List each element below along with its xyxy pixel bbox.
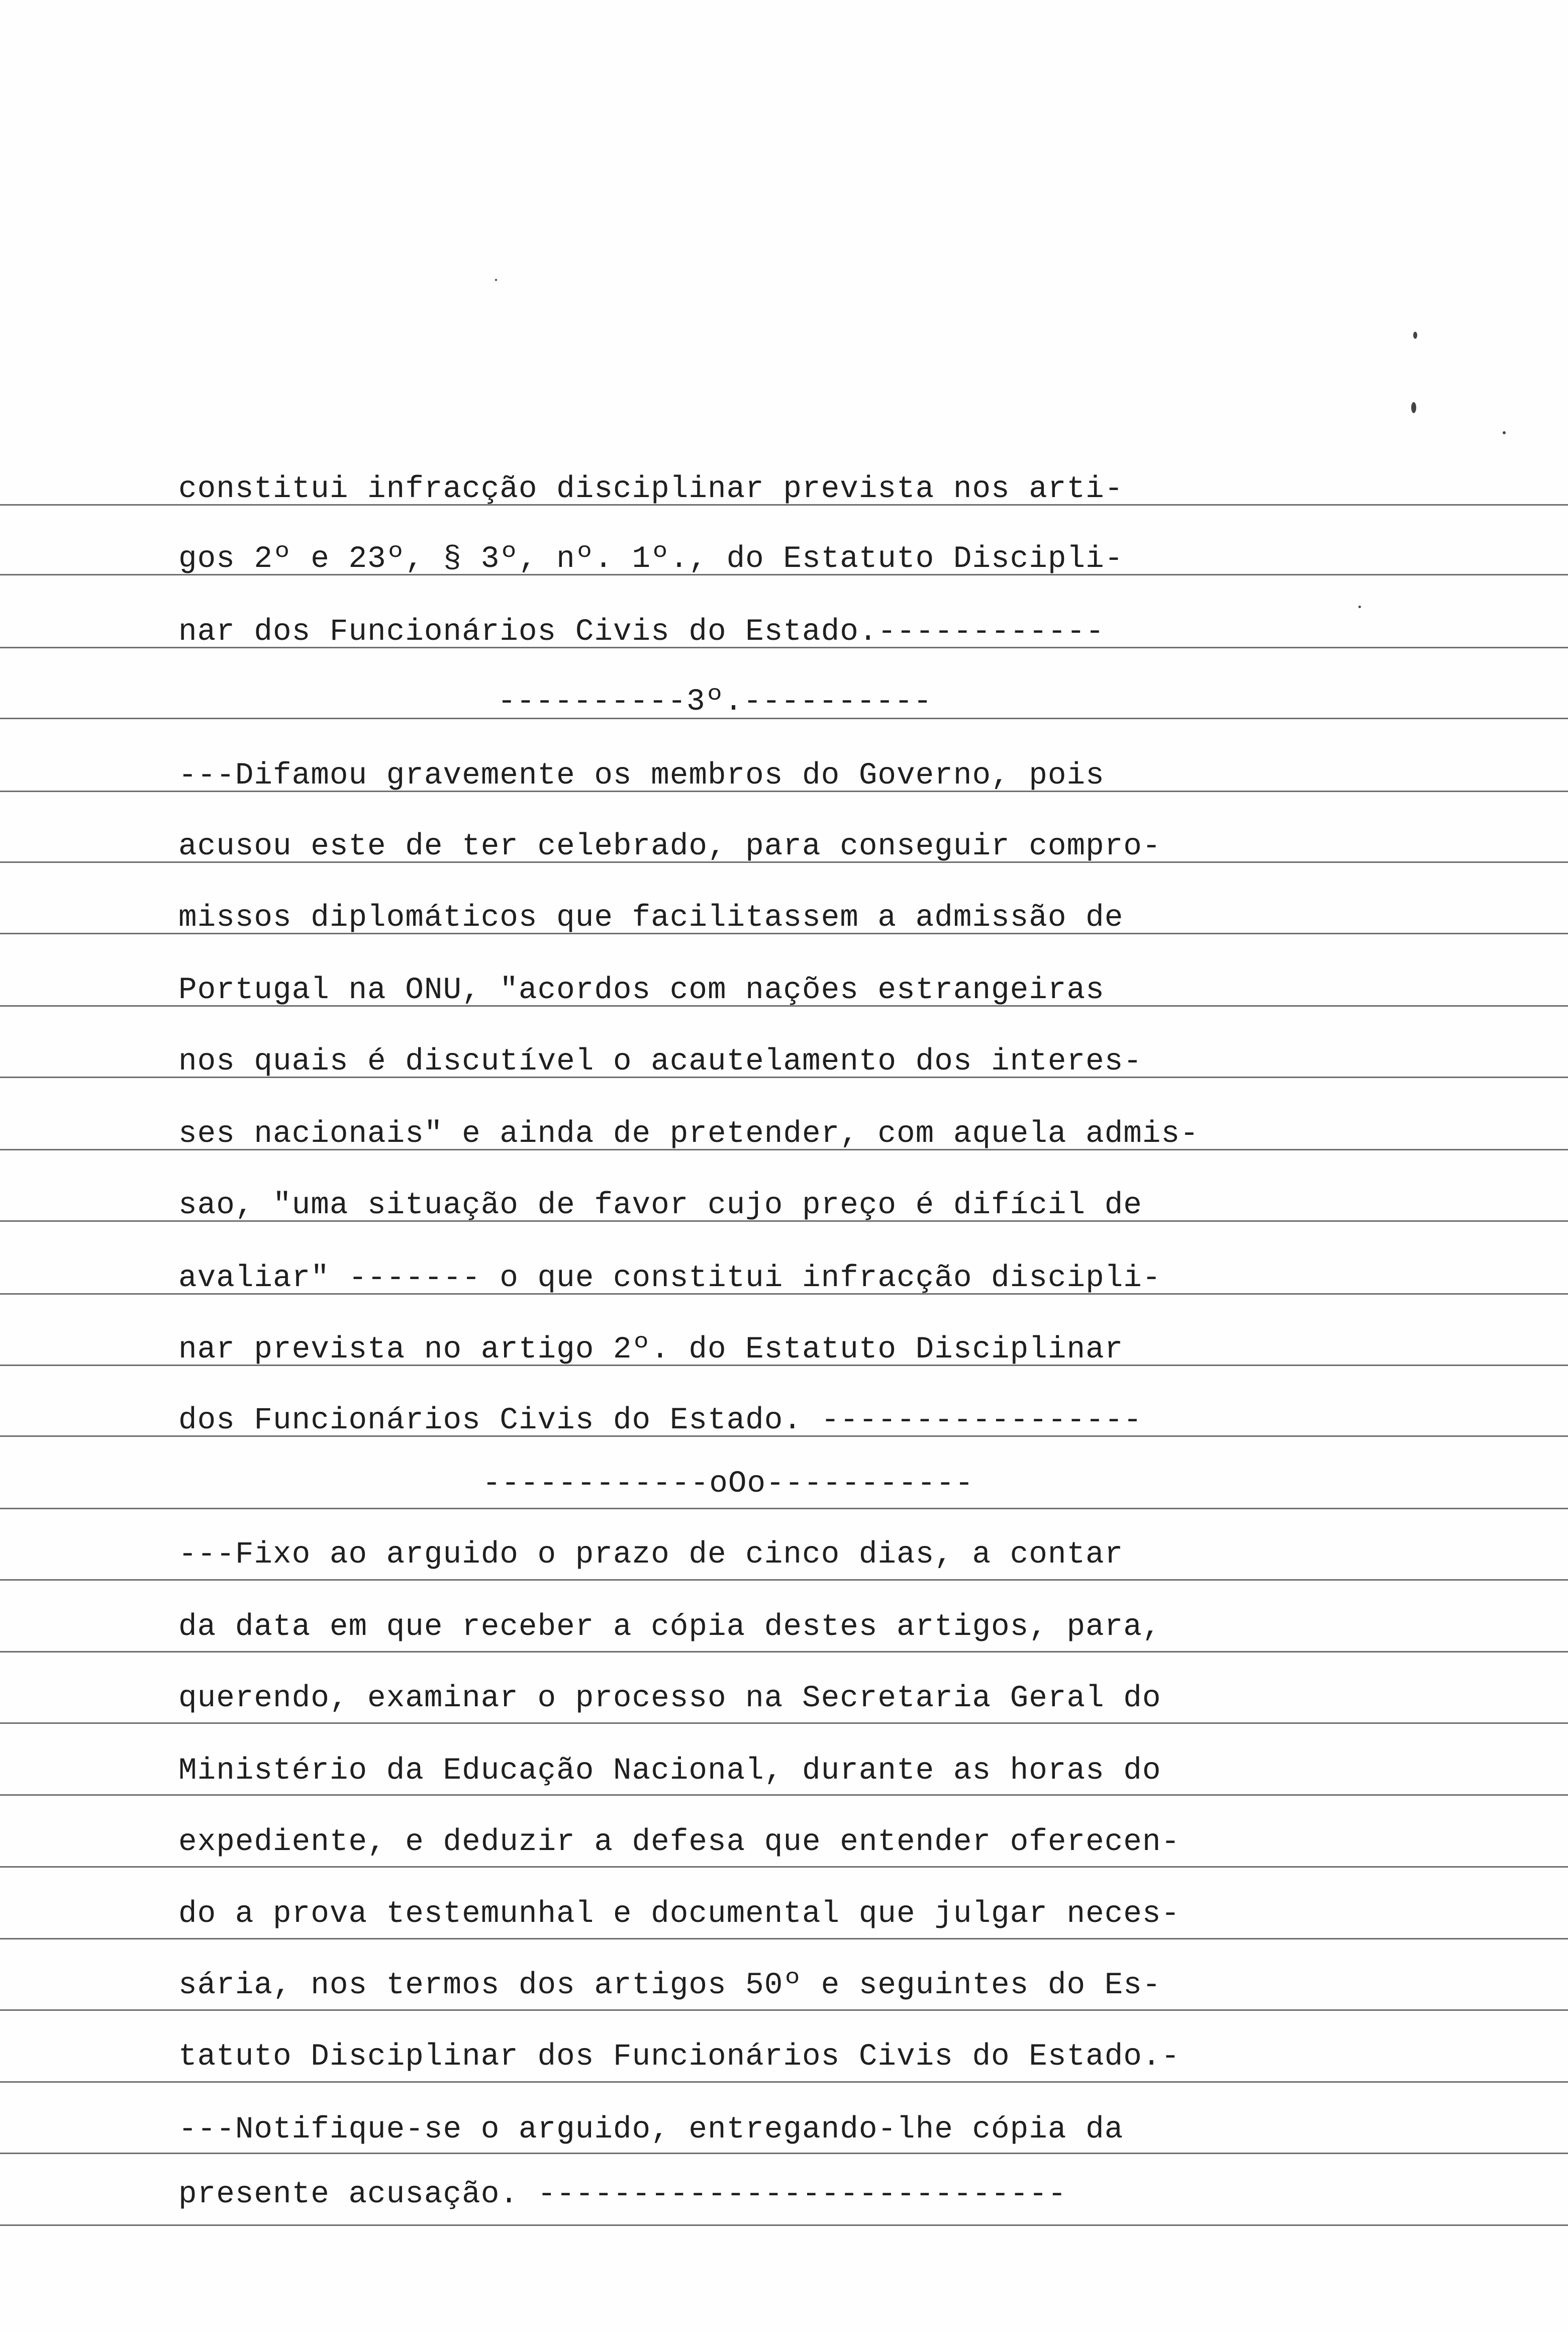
ruled-line	[0, 1651, 1568, 1653]
text-line: avaliar" ------- o que constitui infracção discipli-	[178, 1261, 1161, 1296]
text-line: nar prevista no artigo 2º. do Estatuto Disciplinar	[178, 1332, 1124, 1367]
text-line: ---Fixo ao arguido o prazo de cinco dias, a contar	[178, 1537, 1124, 1572]
ruled-line	[0, 2009, 1568, 2011]
text-line: constitui infracção disciplinar prevista nos arti-	[178, 472, 1124, 507]
text-line: sao, "uma situação de favor cujo preço é difícil de	[178, 1188, 1142, 1223]
text-line: ses nacionais" e ainda de pretender, com aquela admis-	[178, 1117, 1199, 1151]
ruled-line	[0, 2224, 1568, 2226]
text-line: dos Funcionários Civis do Estado. -----------------	[178, 1403, 1142, 1438]
ruled-line	[0, 2081, 1568, 2083]
text-line: acusou este de ter celebrado, para conseguir compro-	[178, 829, 1161, 864]
ruled-line	[0, 1579, 1568, 1581]
section-separator: ------------oOo-----------	[482, 1467, 974, 1501]
text-line: missos diplomáticos que facilitassem a admissão de	[178, 901, 1124, 935]
text-line: Portugal na ONU, "acordos com nações estrangeiras	[178, 973, 1105, 1008]
text-line: querendo, examinar o processo na Secretaria Geral do	[178, 1681, 1161, 1716]
text-line: tatuto Disciplinar dos Funcionários Civis do Estado.-	[178, 2039, 1181, 2074]
text-line: nos quais é discutível o acautelamento dos interes-	[178, 1044, 1142, 1079]
paper-speck	[1358, 606, 1361, 608]
paper-speck	[1413, 332, 1417, 339]
ruled-line	[0, 1938, 1568, 1939]
text-line: da data em que receber a cópia destes artigos, para,	[178, 1610, 1161, 1644]
text-line: sária, nos termos dos artigos 50º e seguintes do Es-	[178, 1968, 1161, 2003]
ruled-line	[0, 1866, 1568, 1868]
text-line: Ministério da Educação Nacional, durante as horas do	[178, 1754, 1161, 1788]
text-line: gos 2º e 23º, § 3º, nº. 1º., do Estatuto Discipli-	[178, 542, 1124, 576]
text-line: ---Notifique-se o arguido, entregando-lhe cópia da	[178, 2112, 1124, 2147]
text-line: presente acusação. ----------------------------	[178, 2177, 1067, 2212]
text-line: expediente, e deduzir a defesa que entender oferecen-	[178, 1825, 1181, 1860]
ruled-line	[0, 2153, 1568, 2154]
paper-speck	[1411, 402, 1416, 413]
paper-speck	[495, 279, 497, 281]
ruled-line	[0, 1508, 1568, 1509]
text-line: nar dos Funcionários Civis do Estado.------------	[178, 615, 1105, 649]
ruled-line	[0, 1722, 1568, 1724]
section-heading: ----------3º.----------	[498, 685, 932, 719]
ruled-line	[0, 1794, 1568, 1796]
text-line: ---Difamou gravemente os membros do Governo, pois	[178, 758, 1105, 793]
text-line: do a prova testemunhal e documental que julgar neces-	[178, 1897, 1181, 1931]
paper-speck	[1503, 431, 1506, 434]
